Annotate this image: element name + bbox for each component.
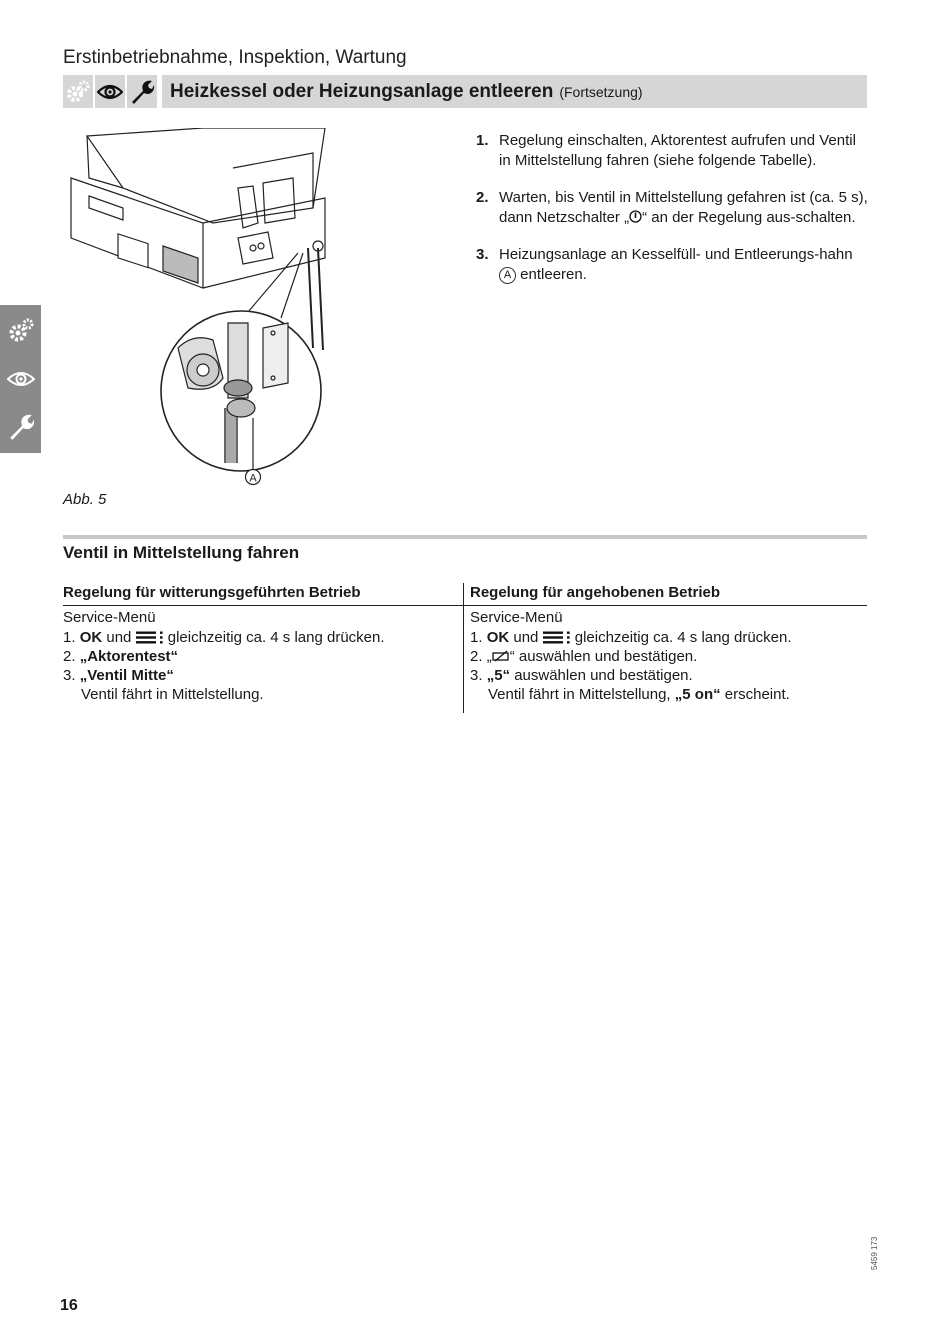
menu-entry: „5“ (486, 667, 511, 685)
cell-text: Ventil fährt in Mittelstellung, (488, 686, 675, 704)
callout-a-label: A (249, 472, 257, 485)
item-number: 1. (470, 628, 487, 646)
cell-line (470, 647, 867, 666)
actuator-test-icon (492, 650, 510, 662)
cell-text: gleichzeitig ca. 4 s lang drücken. (570, 628, 792, 646)
cell-text: gleichzeitig ca. 4 s lang drücken. (163, 628, 385, 646)
cell-text: und (102, 628, 136, 646)
item-number: 2. (470, 647, 487, 665)
cell-line: Ventil fährt in Mittelstellung. (81, 686, 264, 704)
step-number: 1. (476, 132, 489, 149)
table-heading: Ventil in Mittelstellung fahren (63, 543, 300, 562)
title-suffix: (Fortsetzung) (559, 83, 643, 100)
menu-entry: „Ventil Mitte“ (79, 667, 174, 685)
wrench-icon (127, 75, 157, 108)
menu-key-icon (543, 631, 571, 644)
step-text-part: entleeren. (516, 265, 587, 283)
table-header-left: Regelung für witterungsgeführten Betrieb (63, 583, 464, 606)
eye-icon (7, 369, 35, 389)
menu-entry: „Aktorentest“ (79, 647, 179, 665)
step-number: 2. (476, 189, 489, 206)
cell-line: Service-Menü (63, 609, 156, 627)
display-text: „5 on“ (674, 686, 721, 704)
item-number: 3. (470, 667, 487, 685)
menu-key-icon (136, 631, 164, 644)
ok-key: OK (79, 628, 103, 646)
figure-caption: Abb. 5 (63, 491, 107, 508)
cell-text: erscheint. (720, 686, 790, 704)
gears-icon (7, 317, 35, 345)
list-item (476, 188, 868, 227)
step-number: 3. (476, 246, 489, 263)
callout-a: A (499, 267, 516, 284)
page-number: 16 (60, 1297, 78, 1314)
power-switch-icon (629, 210, 642, 223)
gears-icon (63, 75, 93, 108)
step-text (499, 245, 868, 284)
item-number: 1. (63, 628, 80, 646)
list-item (476, 245, 868, 284)
cell-line (470, 685, 867, 704)
cell-line (63, 628, 463, 647)
wrench-icon (7, 413, 35, 441)
item-number: 2. (63, 647, 80, 665)
item-number: 3. (63, 667, 80, 685)
cell-text: “ auswählen und bestätigen. (509, 647, 698, 665)
step-text-part: Warten, bis Ventil in Mittelstellung gefahren ist (ca. 5 s), dann Netzschalter „ (499, 189, 868, 226)
cell-line (63, 666, 463, 685)
procedure-table (63, 583, 867, 713)
cell-text: und (509, 628, 543, 646)
cell-line (63, 647, 463, 666)
section-divider (63, 535, 867, 539)
cell-line (470, 666, 867, 685)
step-text-part: “ an der Regelung aus-schalten. (642, 208, 856, 226)
page-title: Heizkessel oder Heizungsanlage entleeren (170, 80, 554, 102)
eye-icon (95, 75, 125, 108)
table-header-right: Regelung für angehobenen Betrieb (464, 583, 867, 606)
step-text-part: Heizungsanlage an Kesselfüll- und Entleerungs-hahn (499, 246, 853, 263)
table-cell-right (464, 606, 867, 712)
cell-line: Service-Menü (470, 609, 563, 627)
step-text (499, 188, 868, 227)
cell-line (470, 628, 867, 647)
ok-key: OK (486, 628, 510, 646)
list-item (476, 131, 868, 170)
table-cell-left (63, 606, 464, 712)
boiler-drain-illustration (63, 128, 363, 488)
title-bar (162, 75, 867, 108)
document-code: 5459 173 (870, 1236, 879, 1270)
cell-text: „ (486, 647, 492, 665)
section-title: Erstinbetriebnahme, Inspektion, Wartung (63, 47, 407, 68)
cell-text: auswählen und bestätigen. (510, 667, 693, 685)
step-text: Regelung einschalten, Aktorentest aufrufen und Ventil in Mittelstellung fahren (siehe folgende Tabelle). (499, 132, 856, 169)
side-tab (0, 305, 41, 453)
steps-list (476, 131, 868, 302)
